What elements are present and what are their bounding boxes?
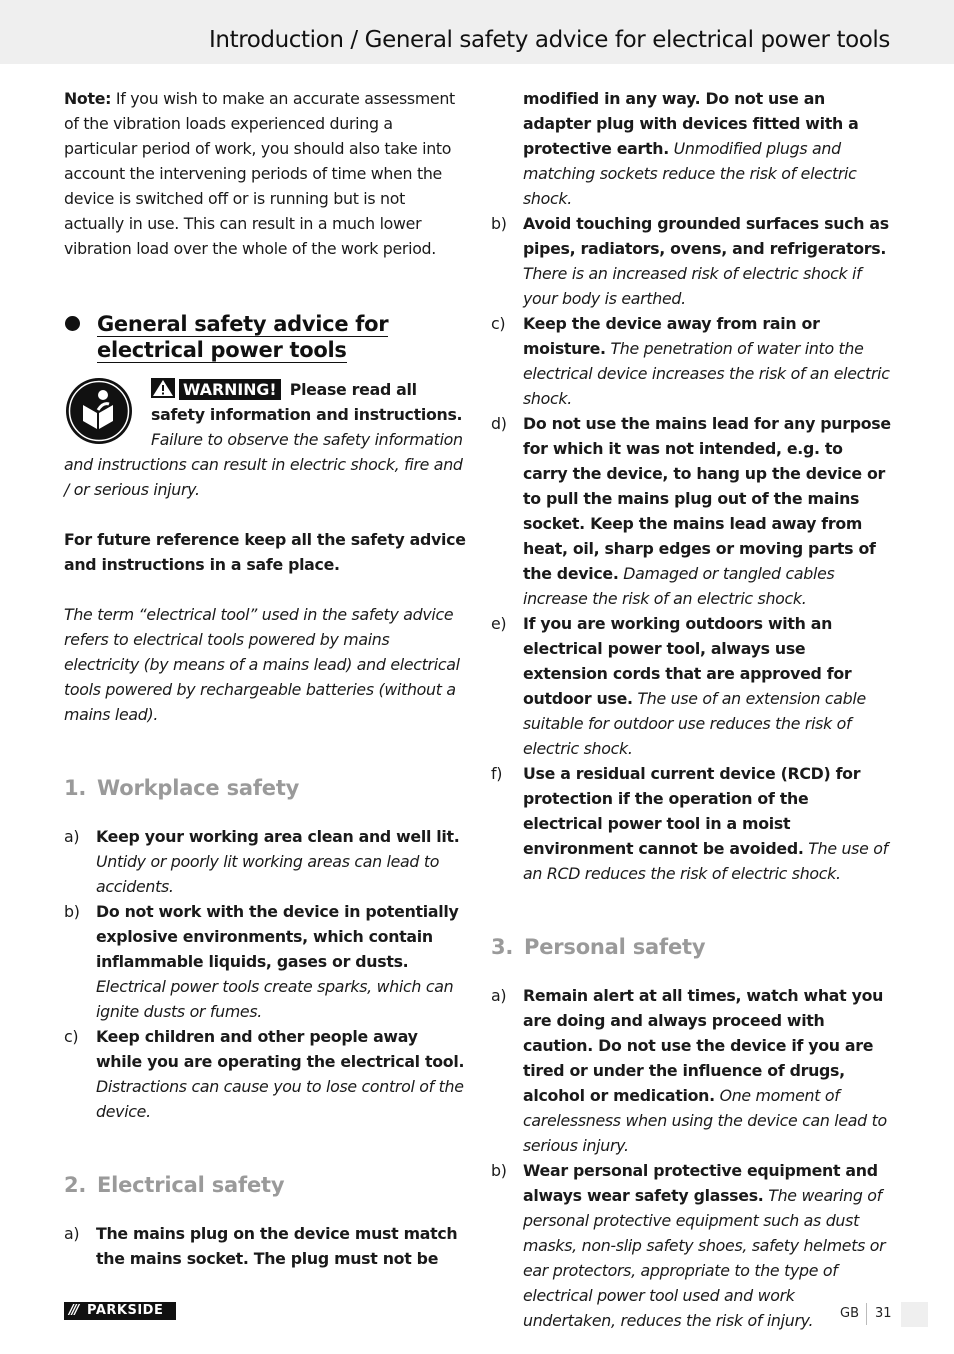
footer-divider [866,1303,867,1325]
read-manual-icon [65,377,133,445]
future-reference-note: For future reference keep all the safety advice and instructions in a safe place. [64,530,466,574]
list-item: a) The mains plug on the device must match the mains socket. The plug must not be [64,1224,458,1268]
section-heading-electrical [64,1171,466,1199]
section-heading-general [64,311,466,363]
list-item: f) Use a residual current device (RCD) for protection if the operation of the electrical power tool in a moist environment cannot be avoided. The use of an RCD reduces the risk of electric shock. [491,764,888,883]
section-title: Electrical safety [97,1173,285,1197]
warning-bold-1: Please read all [284,380,417,399]
term-definition: The term “electrical tool” used in the safety advice refers to electrical tools powered by mains electricity (by means of a mains lead) and electrical tools powered by rechargeable batteries (without a mains lead). [64,605,460,724]
warning-bold-2: safety information and instructions. [151,405,463,424]
bullet-icon [65,316,80,331]
section-number: 2. [64,1173,87,1197]
section-heading-personal [491,933,891,961]
language-code: GB [840,1306,859,1321]
warning-triangle-icon [151,378,175,398]
warning-block [64,377,466,502]
note-label: Note: [64,89,112,108]
list-item: d) Do not use the mains lead for any purpose for which it was not intended, e.g. to carry the device, to hang up the device or to pull the mains plug out of the mains socket. Keep the mains lead away from heat, oil, sharp edges or moving parts of the device. Damaged or tangled cables increase the risk of an electric shock. [491,414,891,608]
section-title: Personal safety [524,935,706,959]
list-item: b) Avoid touching grounded surfaces such as pipes, radiators, ovens, and refrigerators. There is an increased risk of electric shock if your body is earthed. [491,214,889,308]
list-item-continued: modified in any way. Do not use an adapter plug with devices fitted with a protective earth. Unmodified plugs and matching sockets reduce the risk of electric shock. [523,89,859,208]
list-item: b) Do not work with the device in potentially explosive environments, which contain inflammable liquids, gases or dusts. Electrical power tools create sparks, which can ignite dusts or fumes. [64,902,459,1021]
list-item: a) Keep your working area clean and well lit. Untidy or poorly lit working areas can lead to accidents. [64,827,460,896]
list-item: b) Wear personal protective equipment and always wear safety glasses. The wearing of personal protective equipment such as dust masks, non-slip safety shoes, safety helmets or ear protectors, appropriate to the type of electrical power tool used and work undertaken, reduces the risk of injury. [491,1161,886,1330]
logo-bars: /// [69,1303,78,1318]
footer-tab [901,1302,928,1327]
list-item: a) Remain alert at all times, watch what you are doing and always proceed with caution. Do not use the device if you are tired or under the influence of drugs, alcohol or medication. One moment of carelessness when using the device can lead to serious injury. [491,986,887,1155]
heading-line-1: General safety advice for [97,312,389,336]
page-header [0,0,954,64]
page-title: Introduction / General safety advice for electrical power tools [209,27,890,53]
heading-line-2: electrical power tools [97,338,347,362]
right-column [491,86,891,1333]
left-column [64,86,466,1271]
list-item: c) Keep children and other people away while you are operating the electrical tool. Distractions can cause you to lose control of the device. [64,1027,465,1121]
warning-badge: WARNING! [179,379,281,400]
note-text: If you wish to make an accurate assessment of the vibration loads experienced during a particular period of work, you should also take into account the intervening periods of time when the device is switched off or is running but is not actually in use. This can result in a much lower vibration load over the whole of the work period. [64,89,455,258]
page-number: 31 [875,1306,892,1321]
parkside-logo [64,1302,176,1320]
list-item: e) If you are working outdoors with an electrical power tool, always use extension cords that are approved for outdoor use. The use of an extension cable suitable for outdoor use reduces the risk of electric shock. [491,614,866,758]
warning-italic-1: Failure to observe the safety information [151,430,463,449]
logo-brand: PARKSIDE [87,1303,164,1318]
warning-italic-2: and instructions can result in electric shock, fire and / or serious injury. [64,455,463,499]
note-paragraph [64,86,466,261]
section-number: 1. [64,776,87,800]
section-number: 3. [491,935,514,959]
section-heading-workplace [64,774,466,802]
list-item: c) Keep the device away from rain or moisture. The penetration of water into the electrical device increases the risk of an electric shock. [491,314,890,408]
section-title: Workplace safety [97,776,300,800]
